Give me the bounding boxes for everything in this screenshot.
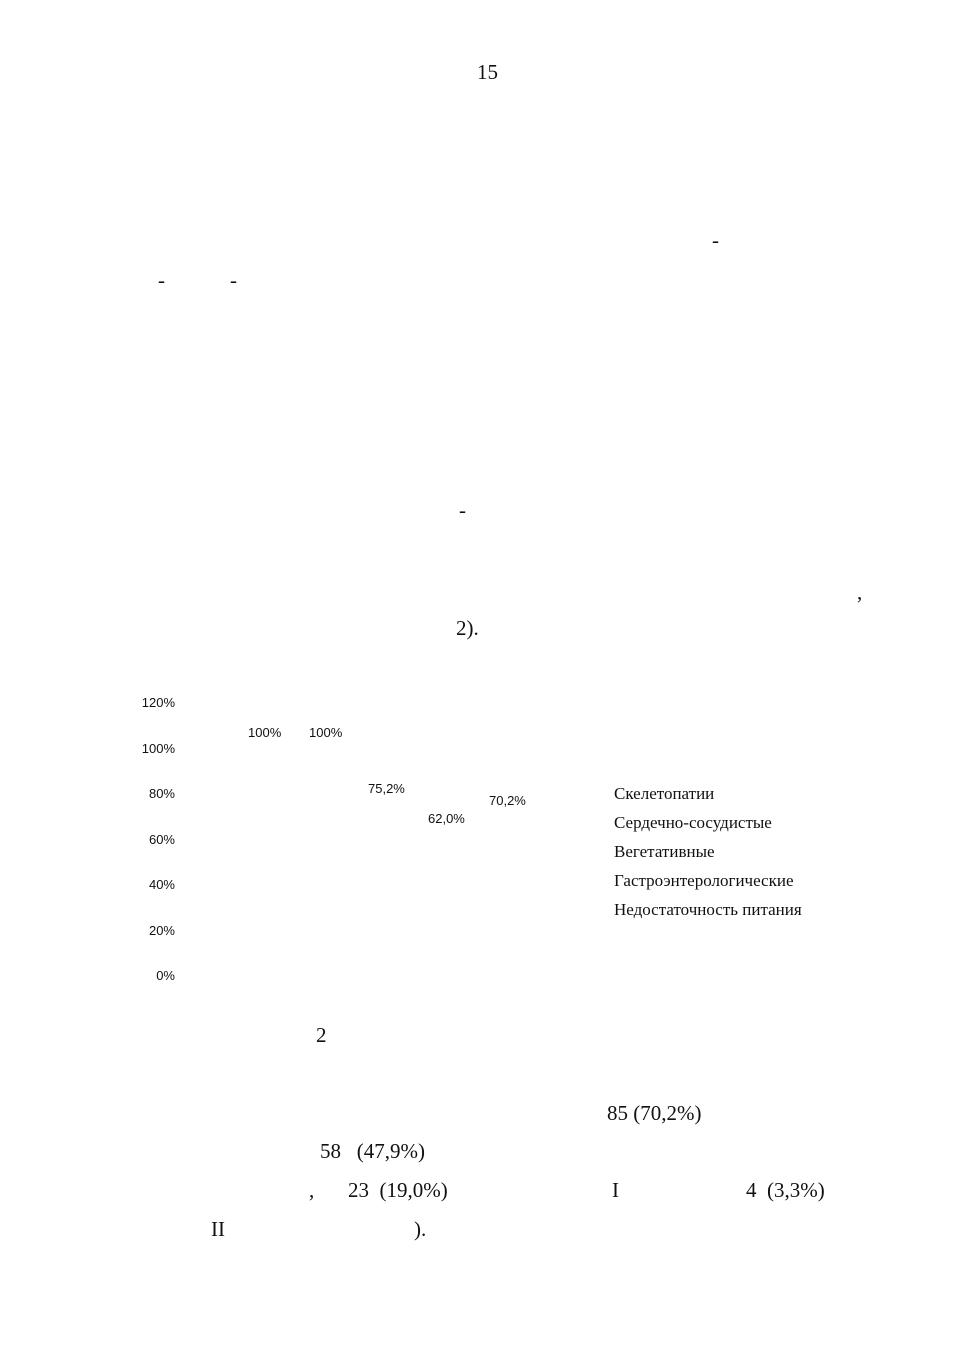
data-label: 70,2% [489,793,526,808]
comma-fragment: , [309,1178,315,1202]
roman-numeral: II [211,1217,225,1241]
y-tick-label: 20% [148,923,175,938]
data-label: 100% [248,725,282,740]
legend-item: Сердечно-сосудистые [614,813,772,832]
y-tick-label: 120% [141,695,175,710]
data-label: 75,2% [368,781,405,796]
legend-item: Недостаточность питания [614,900,802,919]
legend-item: Вегетативные [614,842,715,861]
dash-fragment: - [230,268,237,292]
roman-numeral: I [612,1178,619,1202]
percent-fragment: 4 (3,3%) [746,1178,825,1202]
percent-fragment: 85 (70,2%) [607,1101,702,1125]
y-tick-label: 0% [156,968,175,983]
y-tick-label: 40% [148,877,175,892]
legend-item: Гастроэнтерологические [614,871,794,890]
data-label: 62,0% [428,811,465,826]
y-tick-label: 80% [148,786,175,801]
percent-fragment: 58 (47,9%) [320,1139,425,1163]
y-tick-label: 60% [148,832,175,847]
page-number: 15 [477,60,498,84]
data-label: 100% [309,725,343,740]
figure-number: 2 [316,1023,327,1047]
legend-item: Скелетопатии [614,784,715,803]
dash-fragment: - [459,498,466,522]
dash-fragment: - [158,268,165,292]
comma-fragment: , [857,580,863,604]
closing-fragment: ). [414,1217,427,1241]
y-tick-label: 100% [141,741,175,756]
percent-fragment: 23 (19,0%) [348,1178,448,1202]
dash-fragment: - [712,228,719,252]
figure-reference: 2). [456,616,479,640]
